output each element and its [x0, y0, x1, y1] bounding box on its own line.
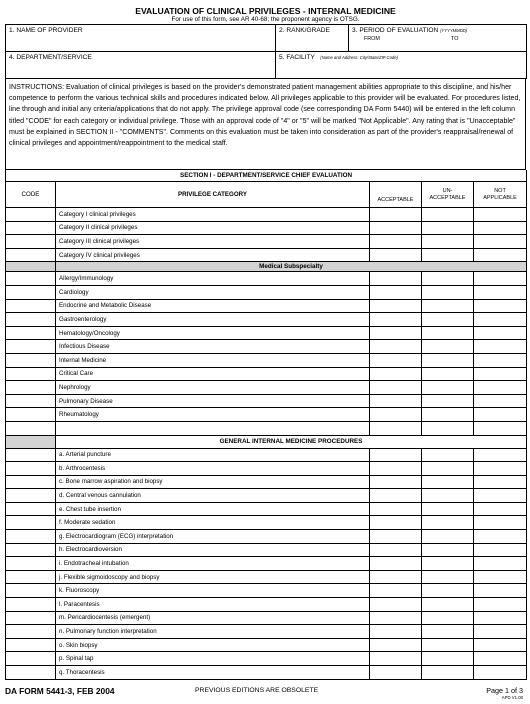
code-cell[interactable]: [6, 381, 56, 395]
subspecialty-row: [6, 381, 527, 395]
acceptable-cell[interactable]: [370, 570, 422, 584]
acceptable-cell[interactable]: [370, 313, 422, 327]
acceptable-cell[interactable]: [370, 557, 422, 571]
procedure-row: [6, 462, 527, 476]
procedure-row: [6, 625, 527, 639]
procedure-row: [6, 516, 527, 530]
procedure-row: [6, 570, 527, 584]
subspecialty-row: [6, 353, 527, 367]
not-applicable-cell[interactable]: [474, 353, 527, 367]
code-cell[interactable]: [6, 625, 56, 639]
not-applicable-cell[interactable]: [474, 516, 527, 530]
unacceptable-cell[interactable]: [422, 208, 474, 222]
unacceptable-cell[interactable]: [422, 475, 474, 489]
code-cell[interactable]: [6, 235, 56, 249]
not-applicable-cell[interactable]: [474, 611, 527, 625]
rank-grade-field[interactable]: [276, 25, 349, 52]
col-header-unacceptable-line1: UN-: [442, 187, 453, 194]
privilege-name: d. Central venous cannulation: [56, 489, 370, 503]
code-cell[interactable]: [6, 408, 56, 422]
procedure-row: [6, 557, 527, 571]
col-header-code: CODE: [6, 182, 56, 208]
period-to-label: TO: [451, 36, 459, 42]
acceptable-cell[interactable]: [370, 584, 422, 598]
procedure-row: [6, 652, 527, 666]
section1-title: SECTION I - DEPARTMENT/SERVICE CHIEF EVALUATION: [6, 170, 527, 182]
unacceptable-cell[interactable]: [422, 598, 474, 612]
not-applicable-cell[interactable]: [474, 421, 527, 435]
privilege-name: Category IV clinical privileges: [56, 248, 370, 262]
code-cell[interactable]: [6, 448, 56, 462]
unacceptable-cell[interactable]: [422, 285, 474, 299]
code-cell[interactable]: [6, 543, 56, 557]
not-applicable-cell[interactable]: [474, 530, 527, 544]
footer: [5, 686, 526, 704]
procedure-row: [6, 611, 527, 625]
code-cell[interactable]: [6, 313, 56, 327]
previous-editions-note: PREVIOUS EDITIONS ARE OBSOLETE: [195, 687, 319, 694]
subspecialty-row: [6, 367, 527, 381]
not-applicable-cell[interactable]: [474, 489, 527, 503]
code-cell[interactable]: [6, 208, 56, 222]
not-applicable-cell[interactable]: [474, 557, 527, 571]
not-applicable-cell[interactable]: [474, 652, 527, 666]
code-cell[interactable]: [6, 557, 56, 571]
code-cell[interactable]: [6, 272, 56, 286]
name-of-provider-label: 1. NAME OF PROVIDER: [9, 27, 83, 34]
subspecialty-row: [6, 394, 527, 408]
privilege-name: Internal Medicine: [56, 353, 370, 367]
unacceptable-cell[interactable]: [422, 381, 474, 395]
subspecialty-row: [6, 285, 527, 299]
code-cell[interactable]: [6, 516, 56, 530]
procedures-heading: GENERAL INTERNAL MEDICINE PROCEDURES: [56, 435, 527, 448]
period-of-evaluation-field[interactable]: [349, 25, 527, 52]
col-header-acceptable: ACCEPTABLE: [370, 182, 422, 208]
unacceptable-cell[interactable]: [422, 421, 474, 435]
acceptable-cell[interactable]: [370, 543, 422, 557]
subspecialty-row: [6, 340, 527, 354]
privilege-name: Hematology/Oncology: [56, 326, 370, 340]
acceptable-cell[interactable]: [370, 530, 422, 544]
privilege-name: m. Pericardiocentesis (emergent): [56, 611, 370, 625]
category-row: [6, 248, 527, 262]
procedure-row: [6, 638, 527, 652]
not-applicable-cell[interactable]: [474, 299, 527, 313]
privilege-name: q. Thoracentesis: [56, 666, 370, 680]
acceptable-cell[interactable]: [370, 394, 422, 408]
page-number: Page 1 of 3: [486, 686, 523, 695]
not-applicable-cell[interactable]: [474, 638, 527, 652]
not-applicable-cell[interactable]: [474, 570, 527, 584]
not-applicable-cell[interactable]: [474, 462, 527, 476]
not-applicable-cell[interactable]: [474, 221, 527, 235]
privilege-name: a. Arterial puncture: [56, 448, 370, 462]
subspecialty-row: [6, 313, 527, 327]
unacceptable-cell[interactable]: [422, 367, 474, 381]
department-service-label: 4. DEPARTMENT/SERVICE: [9, 54, 92, 61]
not-applicable-cell[interactable]: [474, 235, 527, 249]
procedure-row: [6, 530, 527, 544]
privilege-name: e. Chest tube insertion: [56, 502, 370, 516]
form-subtitle: For use of this form, see AR 40-68; the proponent agency is OTSG.: [171, 16, 360, 23]
shaded-cell: [6, 262, 56, 272]
unacceptable-cell[interactable]: [422, 502, 474, 516]
code-cell[interactable]: [6, 394, 56, 408]
procedure-row: [6, 666, 527, 680]
unacceptable-cell[interactable]: [422, 235, 474, 249]
code-cell[interactable]: [6, 584, 56, 598]
privilege-name: h. Electrocardioversion: [56, 543, 370, 557]
privilege-name: Gastroenterology: [56, 313, 370, 327]
not-applicable-cell[interactable]: [474, 408, 527, 422]
code-cell[interactable]: [6, 299, 56, 313]
unacceptable-cell[interactable]: [422, 326, 474, 340]
not-applicable-cell[interactable]: [474, 326, 527, 340]
form-title: EVALUATION OF CLINICAL PRIVILEGES - INTERNAL MEDICINE: [135, 6, 396, 16]
apd-version: APD V1.00: [501, 695, 523, 700]
privilege-name: Rheumatology: [56, 408, 370, 422]
subspecialty-row: [6, 272, 527, 286]
privilege-name: j. Flexible sigmoidoscopy and biopsy: [56, 570, 370, 584]
code-cell[interactable]: [6, 353, 56, 367]
code-cell[interactable]: [6, 489, 56, 503]
category-row: [6, 208, 527, 222]
facility-field[interactable]: [276, 52, 527, 79]
col-header-na-line1: NOT: [494, 187, 506, 194]
not-applicable-cell[interactable]: [474, 584, 527, 598]
acceptable-cell[interactable]: [370, 598, 422, 612]
privilege-name: Nephrology: [56, 381, 370, 395]
privilege-name: k. Fluoroscopy: [56, 584, 370, 598]
acceptable-cell[interactable]: [370, 625, 422, 639]
acceptable-cell[interactable]: [370, 421, 422, 435]
subspecialty-row: [6, 421, 527, 435]
unacceptable-cell[interactable]: [422, 272, 474, 286]
not-applicable-cell[interactable]: [474, 248, 527, 262]
acceptable-cell[interactable]: [370, 221, 422, 235]
unacceptable-cell[interactable]: [422, 516, 474, 530]
code-cell[interactable]: [6, 611, 56, 625]
procedure-row: [6, 598, 527, 612]
privilege-name: Critical Care: [56, 367, 370, 381]
privilege-name: Category I clinical privileges: [56, 208, 370, 222]
privilege-name: o. Skin biopsy: [56, 638, 370, 652]
col-header-na-line2: APPLICABLE: [483, 194, 517, 201]
unacceptable-cell[interactable]: [422, 666, 474, 680]
code-cell[interactable]: [6, 326, 56, 340]
acceptable-cell[interactable]: [370, 367, 422, 381]
unacceptable-cell[interactable]: [422, 340, 474, 354]
not-applicable-cell[interactable]: [474, 208, 527, 222]
privilege-name: p. Spinal tap: [56, 652, 370, 666]
privilege-name: Cardiology: [56, 285, 370, 299]
unacceptable-cell[interactable]: [422, 584, 474, 598]
col-header-category: PRIVILEGE CATEGORY: [56, 182, 370, 208]
not-applicable-cell[interactable]: [474, 381, 527, 395]
unacceptable-cell[interactable]: [422, 489, 474, 503]
not-applicable-cell[interactable]: [474, 448, 527, 462]
privilege-name: b. Arthrocentesis: [56, 462, 370, 476]
not-applicable-cell[interactable]: [474, 475, 527, 489]
code-cell[interactable]: [6, 421, 56, 435]
unacceptable-cell[interactable]: [422, 299, 474, 313]
not-applicable-cell[interactable]: [474, 313, 527, 327]
category-row: [6, 221, 527, 235]
unacceptable-cell[interactable]: [422, 353, 474, 367]
acceptable-cell[interactable]: [370, 272, 422, 286]
department-service-field[interactable]: [6, 52, 276, 79]
acceptable-cell[interactable]: [370, 235, 422, 249]
not-applicable-cell[interactable]: [474, 598, 527, 612]
acceptable-cell[interactable]: [370, 299, 422, 313]
unacceptable-cell[interactable]: [422, 248, 474, 262]
period-format-hint: (YYYYMMDD): [440, 28, 468, 33]
unacceptable-cell[interactable]: [422, 557, 474, 571]
procedure-row: [6, 489, 527, 503]
code-cell[interactable]: [6, 285, 56, 299]
acceptable-cell[interactable]: [370, 516, 422, 530]
privilege-name: Allergy/Immunology: [56, 272, 370, 286]
acceptable-cell[interactable]: [370, 353, 422, 367]
acceptable-cell[interactable]: [370, 489, 422, 503]
period-from-label: FROM: [364, 36, 380, 42]
unacceptable-cell[interactable]: [422, 394, 474, 408]
subspecialty-row: [6, 299, 527, 313]
facility-label: 5. FACILITY: [279, 54, 315, 61]
acceptable-cell[interactable]: [370, 381, 422, 395]
privilege-name: n. Pulmonary function interpretation: [56, 625, 370, 639]
instructions-text: INSTRUCTIONS: Evaluation of clinical privileges is based on the provider's demonstrated patient management abilities appropriate to this discipline, and his/her competence to perform the various technical skills and procedures indicated below. All privileges applicable to this provider will be evaluated. For procedures listed, line through and initial any criteria/applications that do not apply. The privilege approval code (see corresponding DA Form 5440) will be entered in the left column titled "CODE" for each category or individual privilege. Those with an approval code of "4" or "5" will be marked "Not Applicable". Any rating that is "Unacceptable" must be explained in SECTION II - "COMMENTS". Comments on this evaluation must be taken into consideration as part of the provider's reappraisal/renewal of clinical privileges and appointment/reappointment to the medical staff.: [6, 79, 526, 170]
code-cell[interactable]: [6, 666, 56, 680]
acceptable-cell[interactable]: [370, 475, 422, 489]
subspecialty-row: [6, 408, 527, 422]
code-cell[interactable]: [6, 598, 56, 612]
unacceptable-cell[interactable]: [422, 313, 474, 327]
name-of-provider-field[interactable]: [6, 25, 276, 52]
privilege-name: Infectious Disease: [56, 340, 370, 354]
col-header-unacceptable-line2: ACCEPTABLE: [429, 194, 466, 201]
acceptable-cell[interactable]: [370, 408, 422, 422]
not-applicable-cell[interactable]: [474, 272, 527, 286]
not-applicable-cell[interactable]: [474, 502, 527, 516]
privilege-name: Category II clinical privileges: [56, 221, 370, 235]
category-row: [6, 235, 527, 249]
subspecialty-heading: Medical Subspecialty: [56, 262, 527, 272]
privilege-name: [56, 421, 370, 435]
facility-hint: (Name and Address: City/State/ZIP Code): [320, 55, 398, 60]
unacceptable-cell[interactable]: [422, 543, 474, 557]
procedure-row: [6, 502, 527, 516]
unacceptable-cell[interactable]: [422, 530, 474, 544]
unacceptable-cell[interactable]: [422, 625, 474, 639]
code-cell[interactable]: [6, 340, 56, 354]
procedure-row: [6, 584, 527, 598]
code-cell[interactable]: [6, 502, 56, 516]
acceptable-cell[interactable]: [370, 666, 422, 680]
code-cell[interactable]: [6, 462, 56, 476]
privilege-name: f. Moderate sedation: [56, 516, 370, 530]
procedure-row: [6, 448, 527, 462]
not-applicable-cell[interactable]: [474, 340, 527, 354]
privilege-name: c. Bone marrow aspiration and biopsy: [56, 475, 370, 489]
acceptable-cell[interactable]: [370, 248, 422, 262]
not-applicable-cell[interactable]: [474, 543, 527, 557]
code-cell[interactable]: [6, 367, 56, 381]
acceptable-cell[interactable]: [370, 611, 422, 625]
unacceptable-cell[interactable]: [422, 448, 474, 462]
shaded-cell: [6, 435, 56, 448]
form: [5, 5, 526, 680]
unacceptable-cell[interactable]: [422, 652, 474, 666]
code-cell[interactable]: [6, 475, 56, 489]
acceptable-cell[interactable]: [370, 462, 422, 476]
code-cell[interactable]: [6, 652, 56, 666]
subspecialty-heading-row: [6, 262, 527, 272]
acceptable-cell[interactable]: [370, 285, 422, 299]
acceptable-cell[interactable]: [370, 208, 422, 222]
rank-grade-label: 2. RANK/GRADE: [279, 27, 330, 34]
code-cell[interactable]: [6, 530, 56, 544]
not-applicable-cell[interactable]: [474, 394, 527, 408]
unacceptable-cell[interactable]: [422, 462, 474, 476]
unacceptable-cell[interactable]: [422, 221, 474, 235]
procedure-row: [6, 475, 527, 489]
code-cell[interactable]: [6, 248, 56, 262]
code-cell[interactable]: [6, 570, 56, 584]
unacceptable-cell[interactable]: [422, 408, 474, 422]
code-cell[interactable]: [6, 221, 56, 235]
col-header-not-applicable: [474, 182, 527, 208]
subspecialty-row: [6, 326, 527, 340]
privilege-name: Endocrine and Metabolic Disease: [56, 299, 370, 313]
unacceptable-cell[interactable]: [422, 638, 474, 652]
acceptable-cell[interactable]: [370, 448, 422, 462]
acceptable-cell[interactable]: [370, 652, 422, 666]
not-applicable-cell[interactable]: [474, 285, 527, 299]
acceptable-cell[interactable]: [370, 326, 422, 340]
code-cell[interactable]: [6, 638, 56, 652]
privilege-name: i. Endotracheal intubation: [56, 557, 370, 571]
acceptable-cell[interactable]: [370, 340, 422, 354]
header-fields: [5, 24, 527, 79]
unacceptable-cell[interactable]: [422, 611, 474, 625]
not-applicable-cell[interactable]: [474, 625, 527, 639]
privilege-name: Category III clinical privileges: [56, 235, 370, 249]
privilege-name: g. Electrocardiogram (ECG) interpretation: [56, 530, 370, 544]
unacceptable-cell[interactable]: [422, 570, 474, 584]
acceptable-cell[interactable]: [370, 638, 422, 652]
procedure-row: [6, 543, 527, 557]
privilege-name: l. Paracentesis: [56, 598, 370, 612]
not-applicable-cell[interactable]: [474, 367, 527, 381]
period-of-evaluation-label: 3. PERIOD OF EVALUATION: [352, 27, 439, 34]
section1-table: [5, 170, 527, 680]
privilege-name: Pulmonary Disease: [56, 394, 370, 408]
instructions-block: [5, 79, 526, 170]
col-header-unacceptable: [422, 182, 474, 208]
procedures-heading-row: [6, 435, 527, 448]
acceptable-cell[interactable]: [370, 502, 422, 516]
form-id: DA FORM 5441-3, FEB 2004: [5, 686, 115, 696]
not-applicable-cell[interactable]: [474, 666, 527, 680]
